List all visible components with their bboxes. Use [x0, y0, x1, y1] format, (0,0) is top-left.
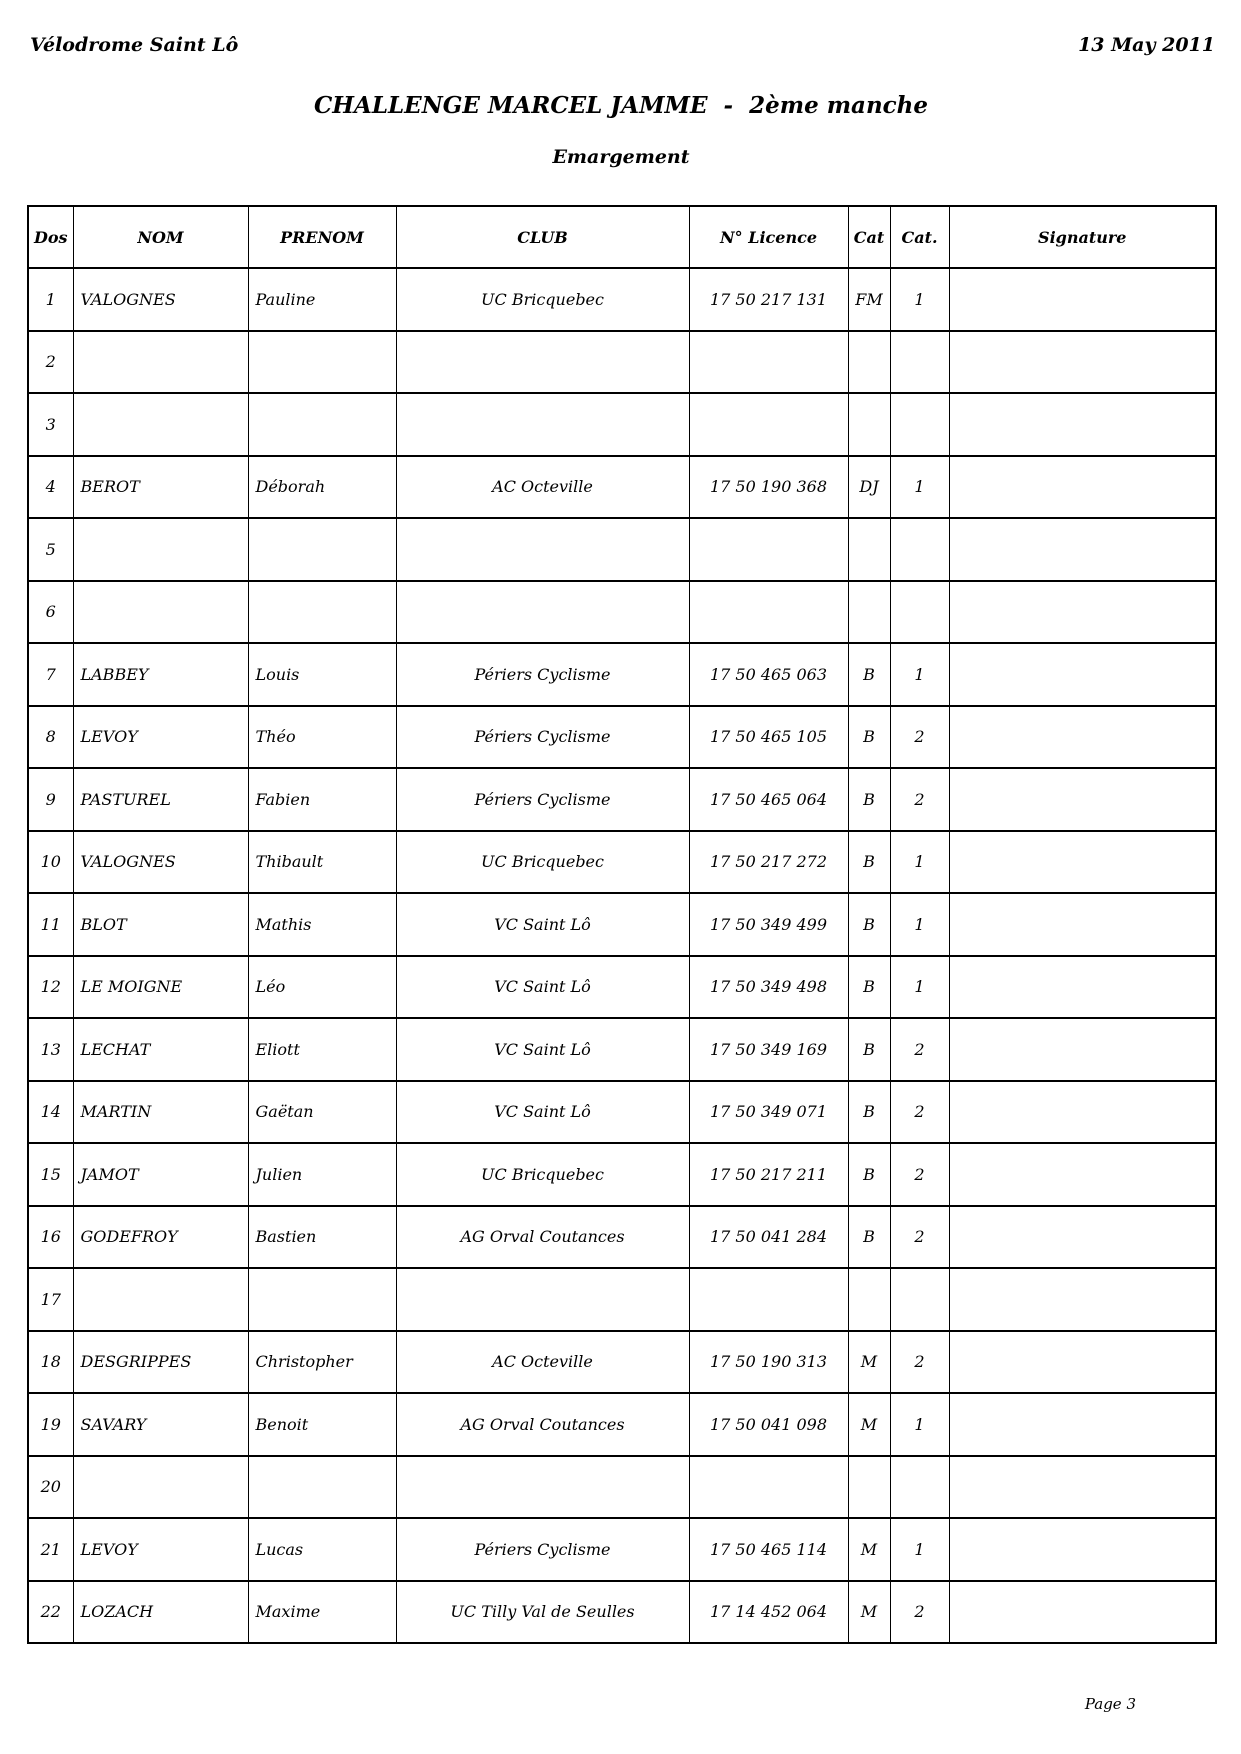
- cell-nom: LOZACH: [73, 1581, 248, 1644]
- cell-nom: LEVOY: [73, 706, 248, 769]
- cell-prenom: [248, 581, 396, 644]
- cell-licence: 17 50 465 114: [689, 1518, 848, 1581]
- cell-signature: [949, 643, 1216, 706]
- col-header-prenom: PRENOM: [248, 206, 396, 268]
- cell-dos: 11: [28, 893, 73, 956]
- cell-club: VC Saint Lô: [396, 893, 689, 956]
- cell-cat2: [890, 518, 949, 581]
- table-row: [28, 456, 1216, 519]
- cell-club: VC Saint Lô: [396, 956, 689, 1019]
- cell-dos: 8: [28, 706, 73, 769]
- cell-dos: 4: [28, 456, 73, 519]
- cell-dos: 10: [28, 831, 73, 894]
- cell-signature: [949, 1206, 1216, 1269]
- cell-cat2: 1: [890, 956, 949, 1019]
- cell-nom: SAVARY: [73, 1393, 248, 1456]
- cell-dos: 18: [28, 1331, 73, 1394]
- cell-nom: [73, 1456, 248, 1519]
- signin-table-body: [28, 268, 1216, 1643]
- table-row: [28, 331, 1216, 394]
- cell-cat: M: [848, 1393, 890, 1456]
- cell-nom: JAMOT: [73, 1143, 248, 1206]
- cell-prenom: Louis: [248, 643, 396, 706]
- table-row: [28, 706, 1216, 769]
- cell-cat: B: [848, 893, 890, 956]
- cell-cat2: 1: [890, 831, 949, 894]
- cell-signature: [949, 1018, 1216, 1081]
- cell-club: [396, 393, 689, 456]
- cell-licence: 17 50 190 368: [689, 456, 848, 519]
- cell-cat2: [890, 581, 949, 644]
- cell-signature: [949, 1393, 1216, 1456]
- cell-licence: 17 50 465 105: [689, 706, 848, 769]
- cell-nom: [73, 518, 248, 581]
- cell-signature: [949, 956, 1216, 1019]
- cell-club: [396, 518, 689, 581]
- table-row: [28, 1331, 1216, 1394]
- cell-dos: 22: [28, 1581, 73, 1644]
- table-row: [28, 956, 1216, 1019]
- cell-signature: [949, 1081, 1216, 1144]
- cell-signature: [949, 706, 1216, 769]
- cell-licence: 17 50 217 272: [689, 831, 848, 894]
- cell-licence: 17 50 465 063: [689, 643, 848, 706]
- cell-licence: [689, 393, 848, 456]
- cell-nom: [73, 393, 248, 456]
- table-row: [28, 518, 1216, 581]
- cell-club: [396, 581, 689, 644]
- cell-nom: VALOGNES: [73, 831, 248, 894]
- table-row: [28, 1456, 1216, 1519]
- cell-cat2: 2: [890, 1331, 949, 1394]
- page-number: Page 3: [1084, 1695, 1136, 1713]
- cell-club: Périers Cyclisme: [396, 643, 689, 706]
- cell-cat: B: [848, 643, 890, 706]
- table-row: [28, 1018, 1216, 1081]
- cell-club: Périers Cyclisme: [396, 1518, 689, 1581]
- cell-prenom: Julien: [248, 1143, 396, 1206]
- cell-licence: [689, 581, 848, 644]
- venue-label: Vélodrome Saint Lô: [30, 34, 239, 56]
- cell-signature: [949, 768, 1216, 831]
- cell-dos: 9: [28, 768, 73, 831]
- cell-licence: [689, 1456, 848, 1519]
- cell-signature: [949, 1331, 1216, 1394]
- cell-dos: 15: [28, 1143, 73, 1206]
- cell-cat: [848, 331, 890, 394]
- table-header-row: [28, 206, 1216, 268]
- cell-cat2: [890, 393, 949, 456]
- cell-prenom: Lucas: [248, 1518, 396, 1581]
- cell-nom: LEVOY: [73, 1518, 248, 1581]
- col-header-nom: NOM: [73, 206, 248, 268]
- cell-prenom: Mathis: [248, 893, 396, 956]
- table-row: [28, 268, 1216, 331]
- cell-licence: [689, 518, 848, 581]
- cell-cat2: 2: [890, 1581, 949, 1644]
- cell-licence: 17 50 041 284: [689, 1206, 848, 1269]
- table-row: [28, 1581, 1216, 1644]
- cell-prenom: Déborah: [248, 456, 396, 519]
- cell-prenom: Léo: [248, 956, 396, 1019]
- cell-club: [396, 1456, 689, 1519]
- cell-signature: [949, 893, 1216, 956]
- cell-prenom: [248, 518, 396, 581]
- cell-club: VC Saint Lô: [396, 1018, 689, 1081]
- cell-prenom: Gaëtan: [248, 1081, 396, 1144]
- col-header-club: CLUB: [396, 206, 689, 268]
- cell-prenom: Eliott: [248, 1018, 396, 1081]
- cell-licence: 17 50 217 211: [689, 1143, 848, 1206]
- date-label: 13 May 2011: [1078, 34, 1215, 56]
- table-row: [28, 1081, 1216, 1144]
- cell-club: AG Orval Coutances: [396, 1393, 689, 1456]
- cell-club: [396, 331, 689, 394]
- cell-cat: B: [848, 1143, 890, 1206]
- cell-nom: GODEFROY: [73, 1206, 248, 1269]
- cell-cat2: 2: [890, 768, 949, 831]
- cell-cat: M: [848, 1331, 890, 1394]
- cell-cat2: 2: [890, 1081, 949, 1144]
- document-title: CHALLENGE MARCEL JAMME - 2ème manche: [313, 92, 929, 119]
- cell-cat: M: [848, 1581, 890, 1644]
- page-header: [30, 34, 1215, 56]
- cell-nom: [73, 1268, 248, 1331]
- cell-cat: B: [848, 768, 890, 831]
- table-row: [28, 1518, 1216, 1581]
- cell-licence: 17 50 465 064: [689, 768, 848, 831]
- cell-cat: M: [848, 1518, 890, 1581]
- cell-nom: LECHAT: [73, 1018, 248, 1081]
- cell-signature: [949, 331, 1216, 394]
- cell-cat2: 2: [890, 1143, 949, 1206]
- cell-cat: B: [848, 831, 890, 894]
- cell-prenom: Maxime: [248, 1581, 396, 1644]
- cell-cat2: 1: [890, 643, 949, 706]
- cell-licence: 17 50 217 131: [689, 268, 848, 331]
- document-subtitle: Emargement: [552, 146, 690, 168]
- table-row: [28, 393, 1216, 456]
- cell-club: AC Octeville: [396, 456, 689, 519]
- cell-dos: 17: [28, 1268, 73, 1331]
- cell-cat: B: [848, 1081, 890, 1144]
- cell-cat2: 2: [890, 1206, 949, 1269]
- cell-licence: 17 50 349 498: [689, 956, 848, 1019]
- table-row: [28, 1393, 1216, 1456]
- cell-club: UC Bricquebec: [396, 268, 689, 331]
- cell-prenom: Théo: [248, 706, 396, 769]
- cell-signature: [949, 1268, 1216, 1331]
- cell-dos: 2: [28, 331, 73, 394]
- table-row: [28, 893, 1216, 956]
- cell-cat: B: [848, 1206, 890, 1269]
- cell-dos: 20: [28, 1456, 73, 1519]
- cell-nom: MARTIN: [73, 1081, 248, 1144]
- cell-dos: 3: [28, 393, 73, 456]
- cell-cat: DJ: [848, 456, 890, 519]
- cell-dos: 1: [28, 268, 73, 331]
- cell-signature: [949, 1456, 1216, 1519]
- cell-prenom: Benoit: [248, 1393, 396, 1456]
- cell-dos: 13: [28, 1018, 73, 1081]
- cell-club: AG Orval Coutances: [396, 1206, 689, 1269]
- cell-signature: [949, 456, 1216, 519]
- col-header-cat2: Cat.: [890, 206, 949, 268]
- col-header-dos: Dos: [28, 206, 73, 268]
- cell-cat2: [890, 1268, 949, 1331]
- cell-cat2: 1: [890, 1393, 949, 1456]
- cell-cat: [848, 518, 890, 581]
- cell-licence: 17 50 349 499: [689, 893, 848, 956]
- cell-cat: [848, 581, 890, 644]
- table-row: [28, 643, 1216, 706]
- cell-nom: PASTUREL: [73, 768, 248, 831]
- cell-prenom: Christopher: [248, 1331, 396, 1394]
- col-header-licence: N° Licence: [689, 206, 848, 268]
- cell-cat: [848, 1268, 890, 1331]
- cell-prenom: [248, 1456, 396, 1519]
- cell-cat: FM: [848, 268, 890, 331]
- cell-cat2: 1: [890, 268, 949, 331]
- cell-dos: 7: [28, 643, 73, 706]
- cell-cat2: [890, 331, 949, 394]
- cell-nom: VALOGNES: [73, 268, 248, 331]
- cell-dos: 6: [28, 581, 73, 644]
- cell-licence: [689, 1268, 848, 1331]
- cell-dos: 19: [28, 1393, 73, 1456]
- cell-cat: B: [848, 1018, 890, 1081]
- col-header-signature: Signature: [949, 206, 1216, 268]
- cell-prenom: Thibault: [248, 831, 396, 894]
- cell-club: AC Octeville: [396, 1331, 689, 1394]
- cell-signature: [949, 268, 1216, 331]
- cell-signature: [949, 1143, 1216, 1206]
- cell-licence: 17 50 349 071: [689, 1081, 848, 1144]
- cell-cat2: 1: [890, 1518, 949, 1581]
- cell-signature: [949, 1581, 1216, 1644]
- cell-cat2: [890, 1456, 949, 1519]
- cell-dos: 14: [28, 1081, 73, 1144]
- cell-club: UC Bricquebec: [396, 831, 689, 894]
- cell-club: VC Saint Lô: [396, 1081, 689, 1144]
- cell-nom: LABBEY: [73, 643, 248, 706]
- cell-licence: [689, 331, 848, 394]
- cell-cat2: 1: [890, 893, 949, 956]
- cell-prenom: Pauline: [248, 268, 396, 331]
- cell-nom: [73, 581, 248, 644]
- cell-prenom: [248, 393, 396, 456]
- cell-dos: 5: [28, 518, 73, 581]
- cell-signature: [949, 1518, 1216, 1581]
- emargement-table: [27, 205, 1217, 1644]
- cell-nom: BEROT: [73, 456, 248, 519]
- cell-cat: B: [848, 706, 890, 769]
- cell-club: UC Tilly Val de Seulles: [396, 1581, 689, 1644]
- cell-signature: [949, 518, 1216, 581]
- cell-club: UC Bricquebec: [396, 1143, 689, 1206]
- cell-cat2: 2: [890, 1018, 949, 1081]
- cell-nom: DESGRIPPES: [73, 1331, 248, 1394]
- cell-cat2: 1: [890, 456, 949, 519]
- cell-dos: 21: [28, 1518, 73, 1581]
- cell-licence: 17 50 190 313: [689, 1331, 848, 1394]
- table-row: [28, 1143, 1216, 1206]
- cell-nom: BLOT: [73, 893, 248, 956]
- cell-dos: 16: [28, 1206, 73, 1269]
- table-row: [28, 581, 1216, 644]
- table-row: [28, 831, 1216, 894]
- cell-signature: [949, 581, 1216, 644]
- cell-cat: [848, 393, 890, 456]
- cell-club: [396, 1268, 689, 1331]
- col-header-cat: Cat: [848, 206, 890, 268]
- cell-nom: LE MOIGNE: [73, 956, 248, 1019]
- cell-prenom: Bastien: [248, 1206, 396, 1269]
- cell-prenom: Fabien: [248, 768, 396, 831]
- table-row: [28, 1268, 1216, 1331]
- cell-licence: 17 50 041 098: [689, 1393, 848, 1456]
- cell-signature: [949, 831, 1216, 894]
- cell-signature: [949, 393, 1216, 456]
- cell-licence: 17 14 452 064: [689, 1581, 848, 1644]
- cell-cat2: 2: [890, 706, 949, 769]
- cell-club: Périers Cyclisme: [396, 706, 689, 769]
- cell-licence: 17 50 349 169: [689, 1018, 848, 1081]
- cell-club: Périers Cyclisme: [396, 768, 689, 831]
- cell-prenom: [248, 1268, 396, 1331]
- cell-cat: B: [848, 956, 890, 1019]
- cell-dos: 12: [28, 956, 73, 1019]
- cell-nom: [73, 331, 248, 394]
- table-row: [28, 1206, 1216, 1269]
- cell-cat: [848, 1456, 890, 1519]
- table-row: [28, 768, 1216, 831]
- cell-prenom: [248, 331, 396, 394]
